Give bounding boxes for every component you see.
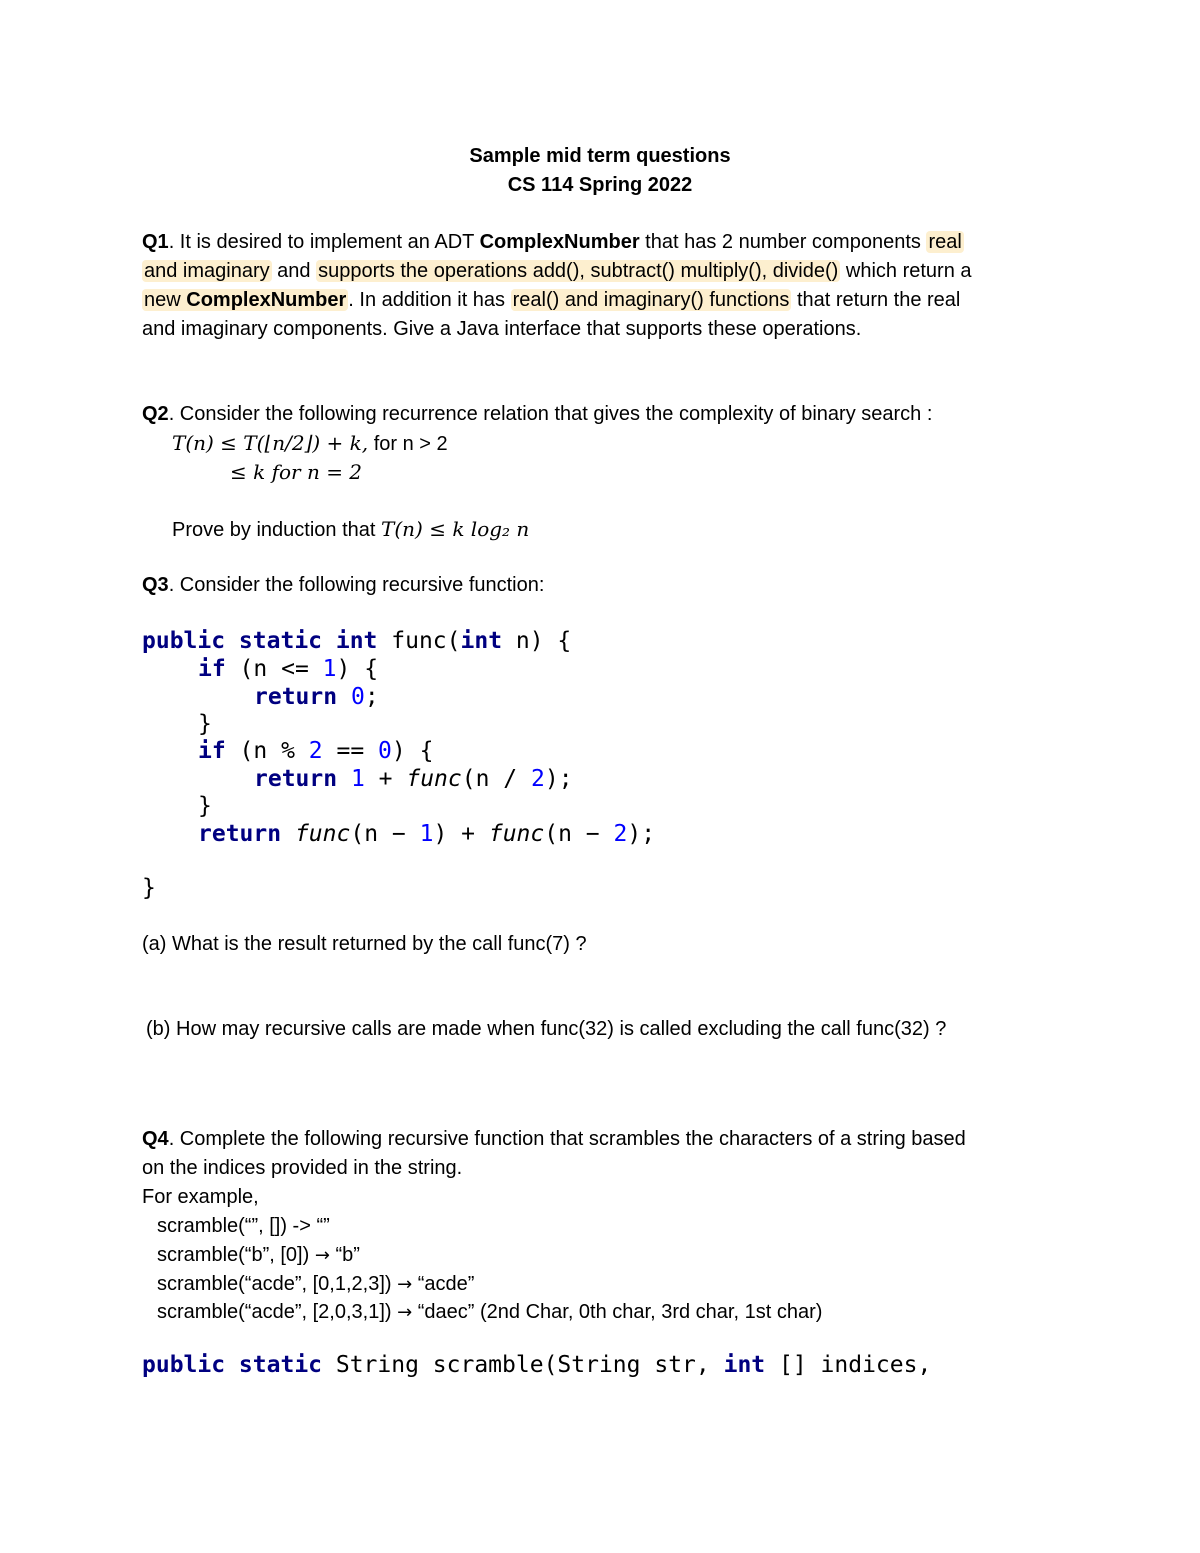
code-text: func( — [377, 628, 461, 654]
page-subtitle: CS 114 Spring 2022 — [507, 174, 693, 196]
q1-highlight-operations: supports the operations add(), subtract() multiply(), divide() — [318, 260, 839, 282]
code-keyword: if — [198, 656, 226, 682]
arrow-right-icon: → — [314, 1245, 330, 1266]
code-line-8 — [198, 820, 655, 848]
code-text: ) + — [433, 821, 489, 847]
q2-line-1 — [142, 400, 932, 428]
q3-line-1 — [142, 571, 544, 599]
q2-prove-math: T(n) ≤ k log₂ n — [381, 517, 530, 541]
q2-prove — [172, 515, 529, 544]
code-number: 0 — [350, 684, 365, 710]
q2-recurrence-2-math: ≤ k for n = 2 — [230, 460, 363, 484]
code-function: func — [294, 821, 351, 847]
code-text: (n / — [461, 766, 531, 792]
example-call: scramble(“acde”, [0,1,2,3]) — [157, 1273, 398, 1295]
code-line-1 — [142, 627, 571, 655]
page-title: Sample mid term questions — [469, 145, 731, 167]
code-text: (n − — [544, 821, 614, 847]
code-line-7: } — [198, 793, 212, 819]
code-keyword: if — [198, 738, 226, 764]
code-number: 1 — [322, 656, 337, 682]
code-line-2 — [198, 655, 378, 683]
q2-recurrence-1-text: for n > 2 — [368, 433, 448, 455]
q1-line-1 — [142, 228, 964, 256]
code-text: String scramble(String str, — [322, 1352, 724, 1378]
q1-line-2 — [142, 257, 972, 285]
q1-text-5: . In addition it has — [348, 289, 511, 311]
q4-label: Q4 — [142, 1128, 169, 1150]
code-text: ); — [544, 766, 573, 792]
arrow-right-icon: → — [397, 1302, 413, 1323]
q1-line-4: and imaginary components. Give a Java interface that supports these operations. — [142, 318, 862, 340]
code-keyword: return — [254, 766, 338, 792]
code-keyword: public static — [142, 1352, 323, 1378]
q2-label: Q2 — [142, 403, 169, 425]
code-keyword: return — [198, 821, 282, 847]
q4-example-label: For example, — [142, 1186, 259, 1208]
code-number: 0 — [378, 738, 392, 764]
example-call: scramble(“acde”, [2,0,3,1]) — [157, 1301, 398, 1323]
code-text: (n <= — [225, 656, 323, 682]
q1-highlight-imaginary: and imaginary — [144, 260, 270, 282]
code-line-3 — [254, 683, 379, 711]
example-result: “b” — [329, 1244, 360, 1266]
q3-text: . Consider the following recursive function: — [168, 574, 545, 596]
q1-text-2: that has 2 number components — [639, 231, 927, 253]
q3-part-b: (b) How may recursive calls are made when func(32) is called excluding the call func(32) ? — [146, 1018, 947, 1040]
code-number: 2 — [613, 821, 628, 847]
code-text: (n − — [350, 821, 420, 847]
q2-prove-text: Prove by induction that — [172, 519, 382, 541]
code-function: func — [488, 821, 545, 847]
code-line-9: } — [142, 875, 156, 901]
q1-highlight-functions: real() and imaginary() functions — [512, 289, 790, 311]
q1-line-3 — [142, 286, 960, 314]
code-keyword: int — [723, 1352, 766, 1378]
q1-adt-name: ComplexNumber — [479, 231, 640, 253]
code-number: 2 — [308, 738, 323, 764]
q2-text: . Consider the following recurrence relation that gives the complexity of binary search : — [168, 403, 933, 425]
q1-text-6: that return the real — [791, 289, 961, 311]
code-text: ); — [627, 821, 656, 847]
q4-line-2: on the indices provided in the string. — [142, 1157, 463, 1179]
code-text: ; — [364, 684, 379, 710]
example-call: scramble(“b”, [0]) — [157, 1244, 315, 1266]
code-line-5 — [198, 737, 433, 765]
q1-text-4: new — [144, 289, 187, 311]
q2-recurrence-1 — [172, 429, 448, 458]
arrow-right-icon: → — [397, 1274, 413, 1295]
q1-text-3: which return a — [840, 260, 972, 282]
q1-highlight-real: real — [928, 231, 962, 253]
example-result: “daec” (2nd Char, 0th char, 3rd char, 1st char) — [412, 1301, 823, 1323]
q2-recurrence-2 — [230, 458, 362, 487]
code-number: 1 — [350, 766, 365, 792]
q4-example-4 — [157, 1298, 822, 1327]
q1-adt-name-2: ComplexNumber — [186, 289, 347, 311]
q1-text-and: and — [271, 260, 317, 282]
q4-signature — [142, 1351, 931, 1379]
code-line-4: } — [198, 711, 212, 737]
code-keyword: public static int — [142, 628, 378, 654]
q4-example-3 — [157, 1270, 474, 1299]
code-text: == — [322, 738, 379, 764]
q4-line-1 — [142, 1125, 966, 1153]
code-number: 1 — [419, 821, 434, 847]
q4-example-1: scramble(“”, []) -> “” — [157, 1215, 330, 1237]
code-line-6 — [254, 765, 573, 793]
code-text: ) { — [391, 738, 434, 764]
q3-part-a: (a) What is the result returned by the call func(7) ? — [142, 933, 587, 955]
code-text: n) { — [502, 628, 572, 654]
q1-label: Q1 — [142, 231, 169, 253]
q1-text-1: . It is desired to implement an ADT — [168, 231, 480, 253]
q1-highlight-new — [142, 289, 348, 311]
code-keyword: int — [460, 628, 503, 654]
code-number: 2 — [531, 766, 545, 792]
code-keyword: return — [254, 684, 338, 710]
q4-text: . Complete the following recursive function that scrambles the characters of a string based — [168, 1128, 966, 1150]
q4-example-2 — [157, 1241, 360, 1270]
code-text: + — [364, 766, 407, 792]
q2-recurrence-1-math: T(n) ≤ T(⌊n/2⌋) + k, — [172, 431, 369, 455]
code-text: (n % — [225, 738, 309, 764]
q3-label: Q3 — [142, 574, 169, 596]
code-text: ) { — [336, 656, 379, 682]
code-text: [] indices, — [765, 1352, 932, 1378]
example-result: “acde” — [412, 1273, 475, 1295]
code-function: func — [406, 766, 462, 792]
